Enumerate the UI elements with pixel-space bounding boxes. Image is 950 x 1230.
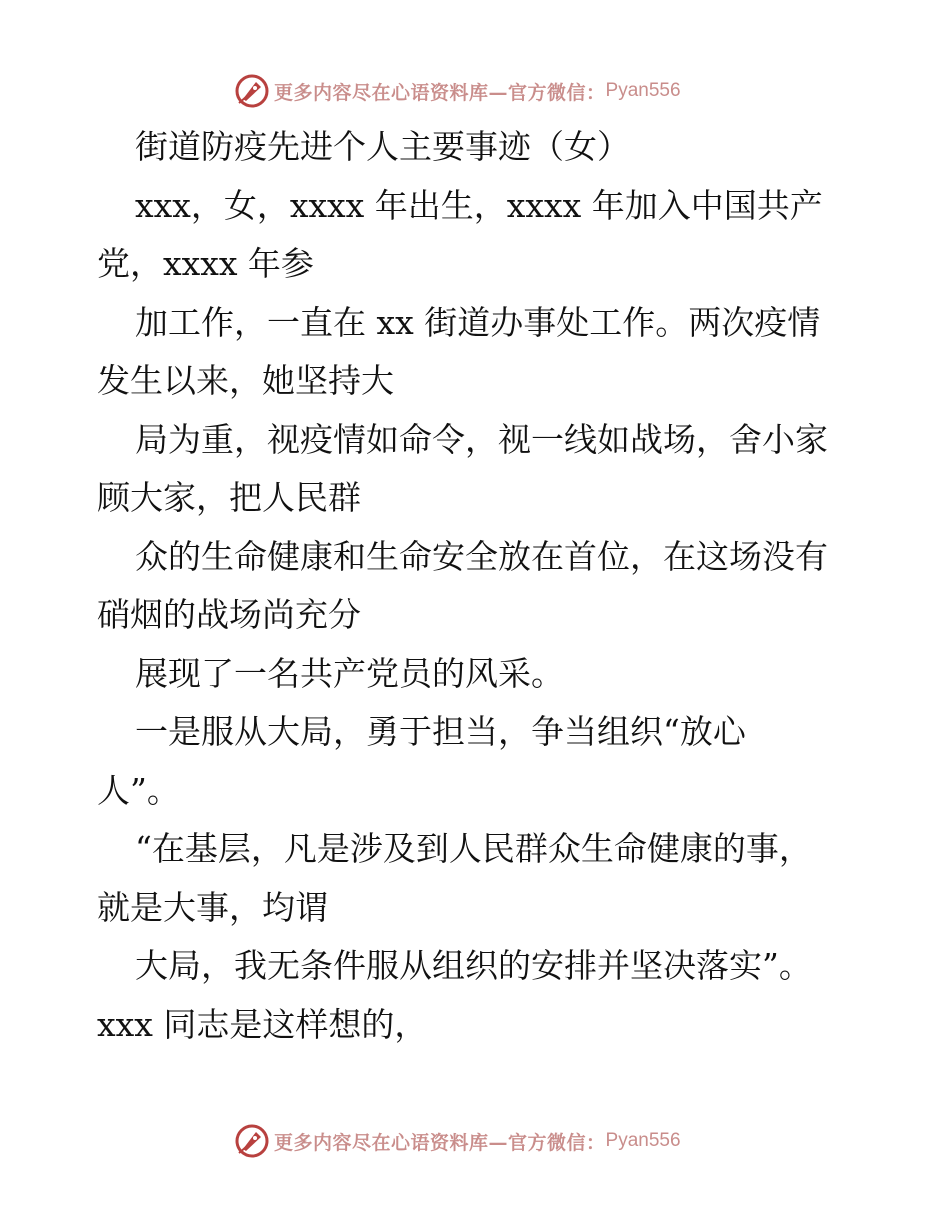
quote-line: 就是大事，均谓	[97, 887, 328, 927]
quote-line: “在基层，凡是涉及到人民群众生命健康的事，	[135, 829, 812, 868]
paragraph-line: 展现了一名共产党员的风采。	[135, 653, 564, 693]
section-heading-line: 人”。	[97, 770, 180, 810]
watermark-text: 更多内容尽在心语资料库—官方微信：	[274, 1131, 606, 1154]
watermark-wechat-id: Pyan556	[605, 80, 681, 101]
paragraph-line: xxx，女，xxxx 年出生，xxxx 年加入中国共产	[135, 185, 823, 225]
paragraph-line: 发生以来，她坚持大	[97, 361, 394, 400]
paragraph-line: 硝烟的战场尚充分	[97, 595, 361, 634]
document-title: 街道防疫先进个人主要事迹（女）	[135, 127, 630, 166]
pen-nib-circle-icon	[234, 1123, 270, 1159]
watermark-wechat-id: Pyan556	[605, 1130, 681, 1151]
paragraph-line: 加工作，一直在 xx 街道办事处工作。两次疫情	[135, 302, 821, 342]
paragraph-line: 局为重，视疫情如命令，视一线如战场，舍小家	[135, 419, 828, 459]
pen-nib-circle-icon	[234, 73, 270, 109]
quote-line: 大局，我无条件服从组织的安排并坚决落实”。	[135, 946, 812, 985]
paragraph-line: 众的生命健康和生命安全放在首位，在这场没有	[135, 536, 828, 576]
paragraph-line: xxx 同志是这样想的，	[97, 1004, 428, 1044]
paragraph-line: 顾大家，把人民群	[97, 478, 361, 517]
watermark-footer	[234, 1122, 681, 1160]
paragraph-line: 党，xxxx 年参	[97, 244, 314, 283]
section-heading-line: 一是服从大局，勇于担当，争当组织“放心	[135, 712, 746, 751]
watermark-text: 更多内容尽在心语资料库—官方微信：	[274, 81, 606, 104]
watermark-header	[234, 72, 681, 110]
document-body	[97, 118, 857, 1054]
